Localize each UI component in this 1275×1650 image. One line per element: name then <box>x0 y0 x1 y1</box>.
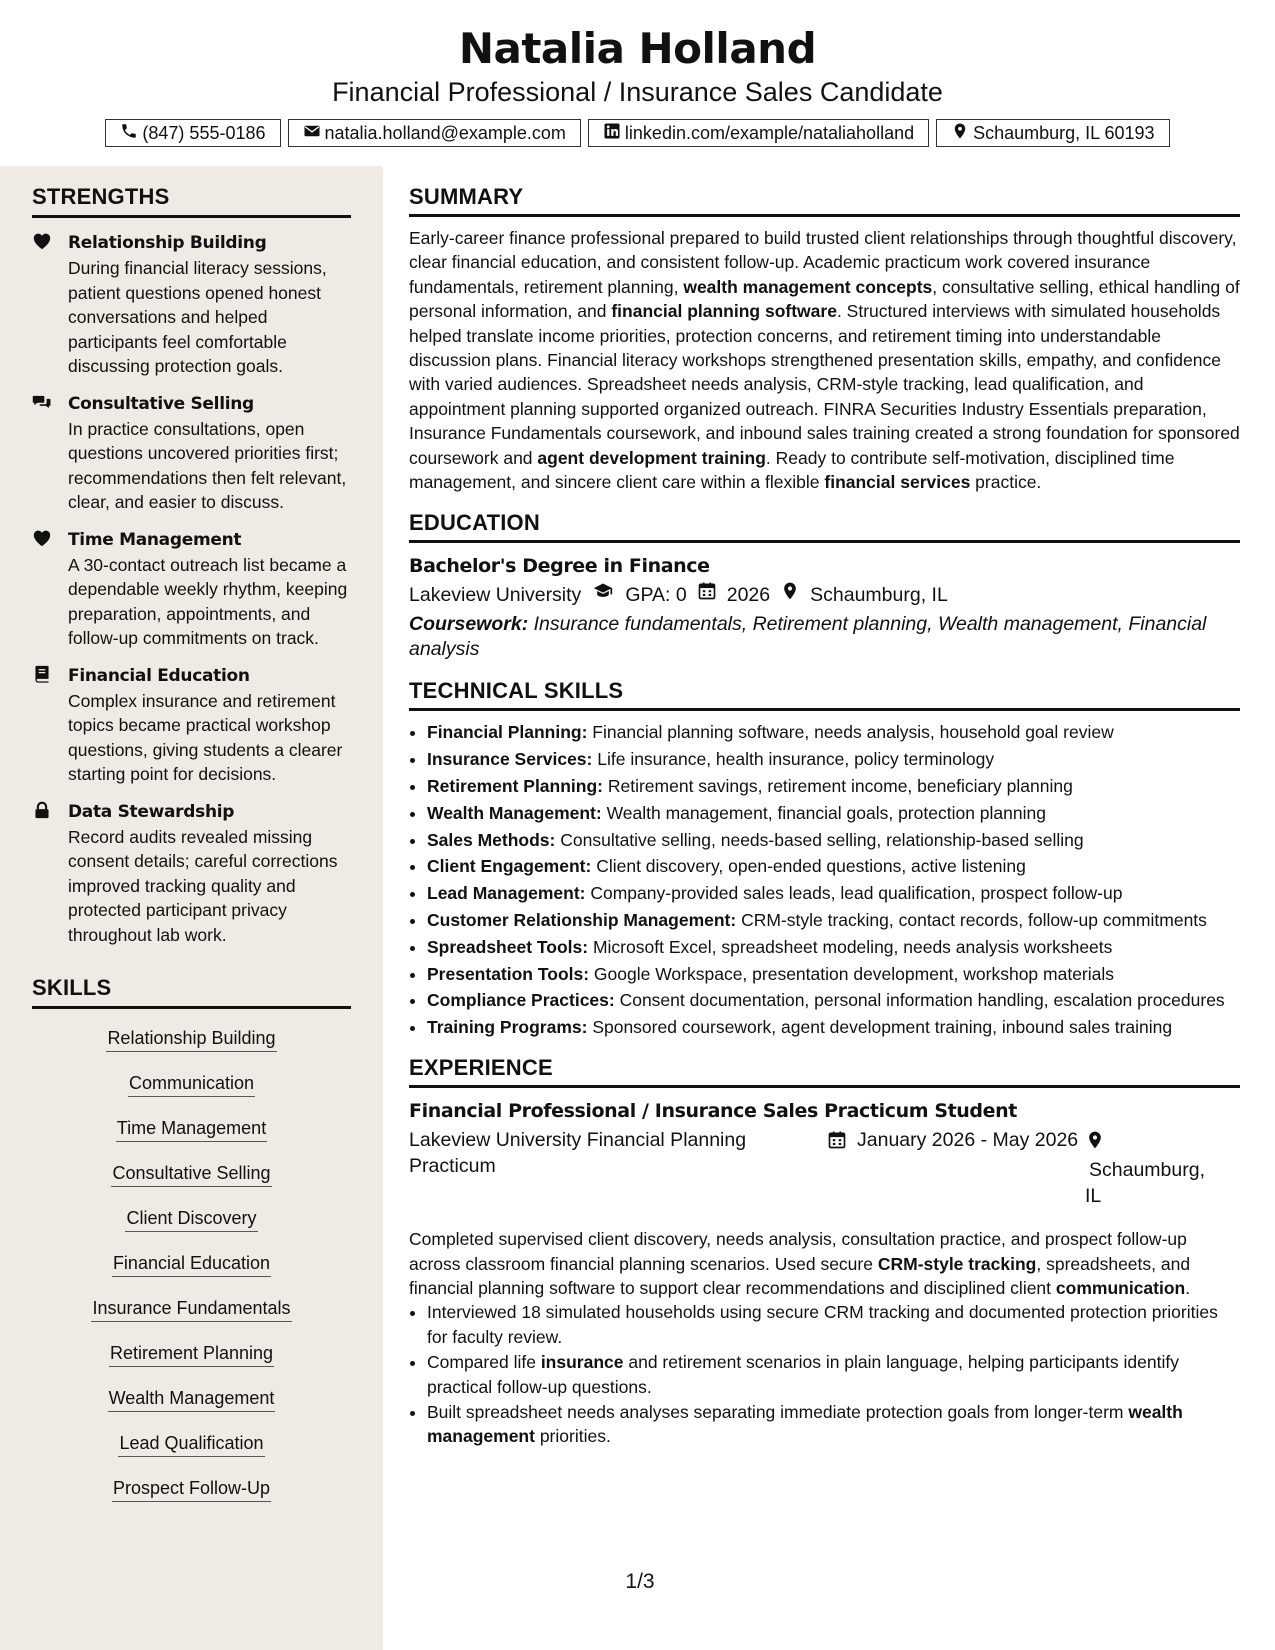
technical-skills-list <box>409 720 1240 1039</box>
job-title: Financial Professional / Insurance Sales Practicum Student <box>409 1100 1017 1123</box>
tech-skill-label: Customer Relationship Management: <box>427 910 737 931</box>
linkedin-icon <box>603 122 621 145</box>
bold-text: financial planning software <box>611 301 837 322</box>
skill-tag: Insurance Fundamentals <box>91 1297 291 1322</box>
contact-phone[interactable] <box>105 119 280 147</box>
skills-list <box>32 1027 351 1522</box>
strength-title: Consultative Selling <box>68 393 254 414</box>
book-icon <box>32 663 54 787</box>
bold-text: agent development training <box>537 447 766 468</box>
candidate-name: Natalia Holland <box>458 24 817 73</box>
coursework-label: Coursework: <box>409 613 529 636</box>
graduation-year: 2026 <box>726 584 771 607</box>
skill-tag: Wealth Management <box>108 1387 276 1412</box>
education-heading: EDUCATION <box>409 510 1240 543</box>
text-run: . Ready to contribute self-motivation, disciplined time management, and sincere client care within a flexible <box>409 447 1175 493</box>
job-bullet <box>427 1300 1240 1349</box>
candidate-subtitle: Financial Professional / Insurance Sales Candidate <box>332 77 943 107</box>
sidebar <box>0 166 383 1650</box>
tech-skill-item <box>427 962 1240 986</box>
tech-skill-label: Wealth Management: <box>427 802 602 823</box>
strength-item <box>32 799 351 948</box>
tech-skill-text: Client discovery, open-ended questions, active listening <box>591 856 1026 877</box>
text-run: Completed supervised client discovery, needs analysis, consultation practice, and prospect follow-up across classroom financial planning scenarios. Used secure <box>409 1229 1187 1274</box>
tech-skill-item <box>427 774 1240 798</box>
strength-title: Time Management <box>68 529 242 550</box>
skill-tag: Relationship Building <box>106 1027 276 1052</box>
tech-skill-item <box>427 854 1240 878</box>
tech-skill-item <box>427 935 1240 959</box>
strength-item <box>32 230 351 379</box>
coursework-list: Insurance fundamentals, Retirement planning, Wealth management, Financial analysis <box>409 613 1207 661</box>
tech-skill-item <box>427 828 1240 852</box>
skill-tag: Communication <box>128 1072 255 1097</box>
main-content <box>409 166 1240 1450</box>
strength-title: Data Stewardship <box>68 801 235 822</box>
text-run: practice. <box>970 472 1042 493</box>
resume-header <box>0 0 1275 147</box>
phone-text: (847) 555-0186 <box>142 122 266 143</box>
job-location-city: Schaumburg, <box>1089 1159 1205 1182</box>
tech-skill-label: Financial Planning: <box>427 722 588 743</box>
text-run: . <box>1185 1278 1191 1299</box>
bold-text: insurance <box>540 1352 624 1373</box>
contact-location[interactable] <box>936 119 1169 147</box>
tech-skill-text: Life insurance, health insurance, policy terminology <box>592 749 995 770</box>
strength-item <box>32 391 351 515</box>
map-pin-icon <box>1085 1127 1105 1157</box>
job-bullet <box>427 1400 1240 1449</box>
skill-tag: Retirement Planning <box>109 1342 274 1367</box>
job-organization: Lakeview University Financial Planning Practicum <box>409 1129 747 1178</box>
tech-skill-text: Company-provided sales leads, lead qualification, prospect follow-up <box>585 883 1123 904</box>
skills-heading: SKILLS <box>32 975 351 1009</box>
text-run: Interviewed 18 simulated households using secure CRM tracking and documented protection priorities for faculty review. <box>427 1302 1218 1347</box>
map-pin-icon <box>780 580 800 610</box>
strength-desc: During financial literacy sessions, patient questions opened honest conversations and helped participants feel comfortable discussing protection goals. <box>68 258 327 376</box>
tech-skill-item <box>427 720 1240 744</box>
bold-text: wealth management concepts <box>683 276 933 297</box>
bold-text: financial services <box>824 472 971 493</box>
job-bullets <box>409 1300 1240 1448</box>
tech-skill-label: Client Engagement: <box>427 856 592 877</box>
tech-skill-label: Sales Methods: <box>427 829 556 850</box>
strengths-heading: STRENGTHS <box>32 184 351 218</box>
text-run: Compared life <box>427 1352 541 1373</box>
text-run: Built spreadsheet needs analyses separating immediate protection goals from longer-term <box>427 1402 1129 1423</box>
tech-skill-item <box>427 908 1240 932</box>
tech-skill-text: Financial planning software, needs analysis, household goal review <box>587 722 1114 743</box>
strength-title: Relationship Building <box>68 233 267 253</box>
tech-skill-label: Spreadsheet Tools: <box>427 936 589 957</box>
tech-skill-item <box>427 747 1240 771</box>
job-location <box>1085 1127 1205 1209</box>
skill-tag: Prospect Follow-Up <box>112 1477 271 1502</box>
envelope-icon <box>303 122 321 145</box>
strength-desc: In practice consultations, open questions uncovered priorities first; recommendations then felt relevant, clear, and easier to discuss. <box>68 418 347 512</box>
chat-bubbles-icon <box>32 391 54 515</box>
tech-skill-text: Sponsored coursework, agent development training, inbound sales training <box>587 1017 1173 1038</box>
summary-heading: SUMMARY <box>409 184 1240 217</box>
job-description <box>409 1227 1240 1300</box>
bold-text: wealth management <box>427 1402 1183 1447</box>
calendar-icon <box>697 580 717 610</box>
coursework <box>409 612 1240 662</box>
text-run: Early-career finance professional prepared to build trusted client relationships through thoughtful discovery, clear financial education, and consistent follow-up. Academic practicum work covered insurance fundamentals, retirement planning, <box>409 228 1237 297</box>
contact-email[interactable] <box>288 119 581 147</box>
graduation-cap-icon <box>591 580 615 610</box>
tech-skill-item <box>427 801 1240 825</box>
tech-skill-label: Training Programs: <box>427 1017 588 1038</box>
tech-skill-label: Compliance Practices: <box>427 990 615 1011</box>
text-run: priorities. <box>534 1426 611 1447</box>
strength-title: Financial Education <box>68 665 250 686</box>
tech-skill-label: Retirement Planning: <box>427 776 603 797</box>
tech-skill-item <box>427 881 1240 905</box>
degree-title: Bachelor's Degree in Finance <box>409 555 710 578</box>
text-run: . Structured interviews with simulated households helped translate income priorities, protection concerns, and retirement timing into understandable discussion plans. Financial literacy workshops strengthened presentation skills, empathy, and confidence with varied audiences. Spreadsheet needs analysis, CRM-style tracking, lead qualification, and appointment planning supported organized outreach. FINRA Securities Industry Essentials preparation, Insurance Fundamentals coursework, and inbound sales training created a strong foundation for sponsored coursework and <box>409 301 1240 468</box>
tech-skill-text: Retirement savings, retirement income, beneficiary planning <box>603 776 1073 797</box>
tech-skill-label: Lead Management: <box>427 883 586 904</box>
strength-desc: Record audits revealed missing consent details; careful corrections improved tracking quality and protected participant privacy throughout lab work. <box>68 826 338 945</box>
tech-skill-text: Consent documentation, personal information handling, escalation procedures <box>614 990 1225 1011</box>
tech-skill-text: Consultative selling, needs-based selling, relationship-based selling <box>555 829 1084 850</box>
tech-skill-label: Insurance Services: <box>427 749 593 770</box>
tech-skill-text: Wealth management, financial goals, protection planning <box>601 802 1046 823</box>
gpa: GPA: 0 <box>625 584 687 607</box>
tech-skill-item <box>427 1015 1240 1039</box>
strength-item <box>32 527 351 651</box>
school-location: Schaumburg, IL <box>810 584 948 607</box>
experience-heading: EXPERIENCE <box>409 1055 1240 1088</box>
tech-skill-item <box>427 988 1240 1012</box>
heart-icon <box>32 527 54 651</box>
calendar-icon <box>827 1127 847 1157</box>
job-bullet <box>427 1350 1240 1399</box>
skill-tag: Client Discovery <box>125 1207 257 1232</box>
phone-icon <box>120 122 138 145</box>
location-text: Schaumburg, IL 60193 <box>973 122 1155 143</box>
bold-text: communication <box>1055 1278 1186 1299</box>
text-run: and retirement scenarios in plain language, helping participants identify practical follow-up questions. <box>427 1352 1179 1397</box>
tech-skill-text: Microsoft Excel, spreadsheet modeling, needs analysis worksheets <box>588 936 1113 957</box>
map-pin-icon <box>951 122 969 145</box>
contact-linkedin[interactable] <box>588 119 929 147</box>
skill-tag: Lead Qualification <box>118 1432 264 1457</box>
education-meta <box>409 580 1240 610</box>
lock-icon <box>32 799 54 948</box>
tech-skill-label: Presentation Tools: <box>427 963 590 984</box>
summary-text <box>409 226 1240 494</box>
skill-tag: Time Management <box>116 1117 267 1142</box>
heart-icon <box>32 230 54 379</box>
skill-tag: Consultative Selling <box>111 1162 271 1187</box>
contact-bar <box>0 119 1275 147</box>
bold-text: CRM-style tracking <box>877 1253 1037 1274</box>
job-meta <box>409 1127 1240 1209</box>
tech-skill-text: Google Workspace, presentation development, workshop materials <box>589 963 1115 984</box>
text-run: , spreadsheets, and financial planning software to support clear recommendations and disciplined client <box>409 1253 1191 1299</box>
email-text: natalia.holland@example.com <box>324 122 566 143</box>
text-run: , consultative selling, ethical handling of personal information, and <box>409 276 1240 322</box>
strength-desc: A 30-contact outreach list became a dependable weekly rhythm, keeping preparation, appointments, and follow-up commitments on track. <box>68 554 348 648</box>
skill-tag: Financial Education <box>112 1252 271 1277</box>
strength-item <box>32 663 351 787</box>
linkedin-text: linkedin.com/example/nataliaholland <box>624 122 915 143</box>
job-date-range: January 2026 - May 2026 <box>857 1129 1079 1152</box>
strength-desc: Complex insurance and retirement topics became practical workshop questions, giving students a clearer starting point for decisions. <box>68 690 343 784</box>
page-number: 1/3 <box>625 1570 655 1593</box>
school-name: Lakeview University <box>409 584 582 607</box>
job-location-state: IL <box>1085 1185 1102 1208</box>
job-dates <box>827 1127 1085 1209</box>
tech-skill-text: CRM-style tracking, contact records, follow-up commitments <box>736 910 1207 931</box>
technical-skills-heading: TECHNICAL SKILLS <box>409 678 1240 711</box>
